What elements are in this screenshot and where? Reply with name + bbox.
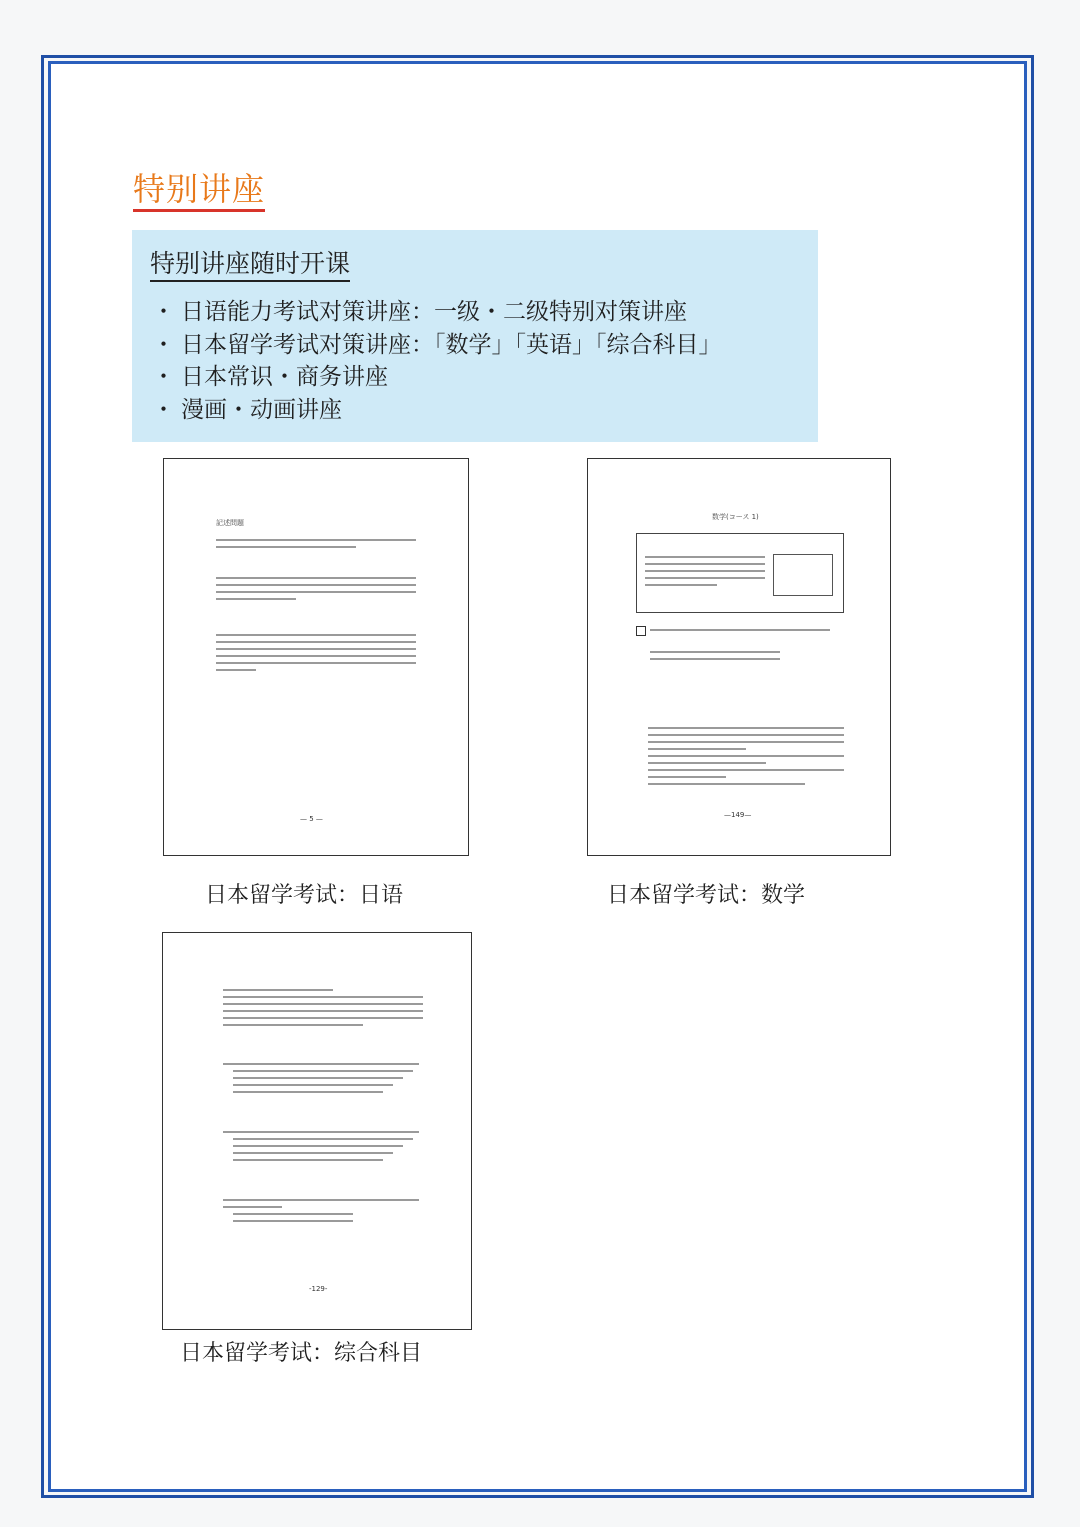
info-box bbox=[132, 230, 818, 442]
page-title: 記述問題 bbox=[216, 519, 244, 527]
page-title: 数学(コース 1) bbox=[712, 513, 759, 521]
bullet-icon: ・ bbox=[152, 331, 175, 358]
page-number: -129- bbox=[309, 1285, 328, 1293]
text-block bbox=[223, 1131, 419, 1166]
info-heading: 特别讲座随时开课 bbox=[150, 248, 350, 282]
text-block bbox=[223, 1199, 419, 1227]
general-subjects-exam-page-image bbox=[162, 932, 472, 1330]
list-item: ・ 日本留学考试对策讲座：「数学」「英语」「综合科目」 bbox=[152, 331, 722, 358]
math-caption: 日本留学考试：数学 bbox=[607, 883, 806, 908]
answer-box bbox=[636, 533, 844, 613]
text-block bbox=[650, 629, 830, 636]
bullet-icon: ・ bbox=[152, 364, 175, 390]
course-marking-box bbox=[773, 554, 833, 596]
list-item: ・ 漫画・动画讲座 bbox=[152, 396, 342, 423]
list-item: ・ 日本常识・商务讲座 bbox=[152, 364, 388, 390]
text-block bbox=[216, 539, 416, 553]
text-block bbox=[650, 651, 780, 665]
text-block bbox=[216, 577, 416, 605]
text-block bbox=[223, 1063, 419, 1098]
course-list bbox=[152, 296, 722, 426]
text-block bbox=[216, 634, 416, 676]
question-number-icon bbox=[636, 626, 646, 636]
page-number: — 5 — bbox=[300, 815, 323, 823]
page-number: —149— bbox=[724, 811, 752, 819]
general-subjects-caption: 日本留学考试：综合科目 bbox=[180, 1341, 423, 1366]
bullet-icon: ・ bbox=[152, 299, 175, 325]
math-exam-page-image bbox=[587, 458, 891, 856]
japanese-caption: 日本留学考试：日语 bbox=[205, 883, 404, 908]
text-block bbox=[223, 989, 423, 1031]
bullet-icon: ・ bbox=[152, 396, 175, 423]
list-item: ・ 日语能力考试对策讲座：一级・二级特别对策讲座 bbox=[152, 299, 687, 325]
section-title: 特别讲座 bbox=[133, 170, 265, 212]
japanese-exam-page-image bbox=[163, 458, 469, 856]
text-block bbox=[648, 727, 844, 790]
